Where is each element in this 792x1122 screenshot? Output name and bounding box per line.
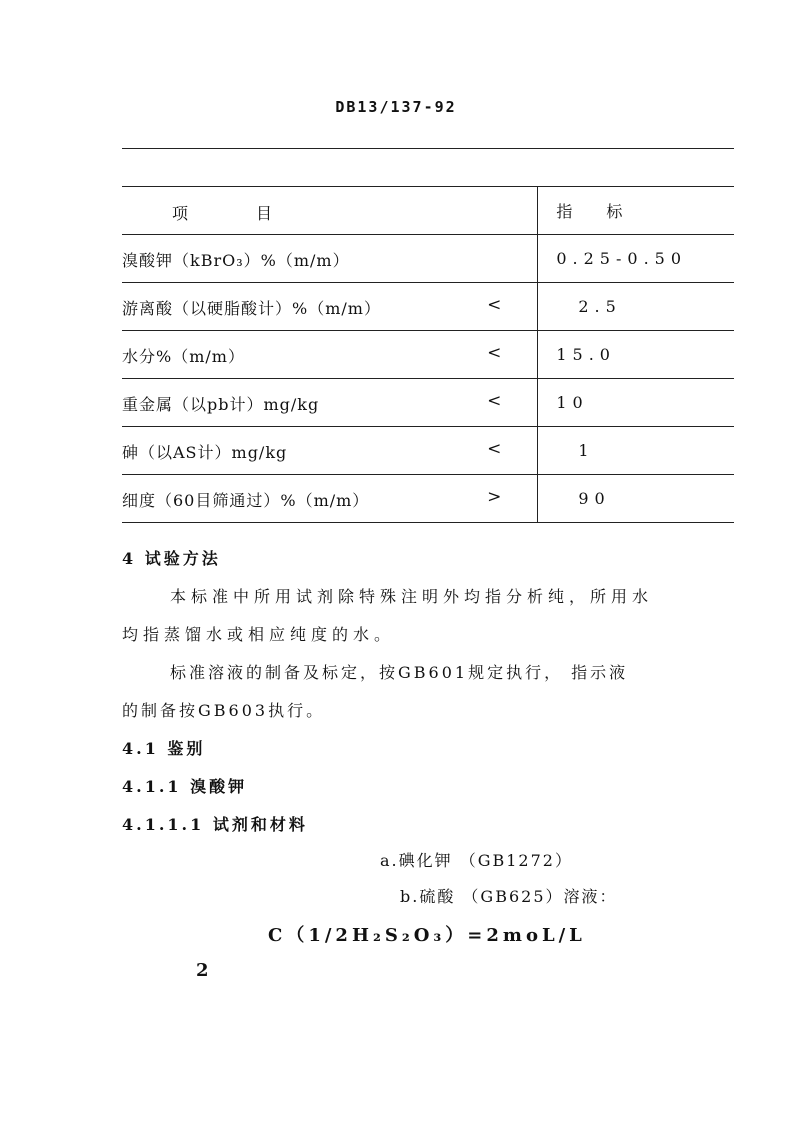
concentration-formula: C（1/2H₂S₂O₃）=2moL/L — [268, 925, 586, 946]
row-item-name: 细度（60目筛通过）%（m/m） — [122, 491, 370, 510]
page-number: 2 — [196, 960, 209, 981]
paragraph-line: 本标准中所用试剂除特殊注明外均指分析纯，所用水 — [170, 587, 654, 606]
row-comparator: < — [487, 343, 502, 363]
row-comparator: < — [487, 439, 502, 459]
subsection-heading: 4.1.1.1 试剂和材料 — [122, 815, 308, 834]
row-value: 1 — [538, 427, 734, 475]
row-comparator: > — [487, 487, 502, 507]
subsection-heading: 4.1 鉴别 — [122, 739, 206, 758]
row-item-name: 水分%（m/m） — [122, 347, 245, 366]
table-row — [122, 427, 734, 475]
value-column-header — [538, 187, 734, 235]
subsection-heading: 4.1.1 溴酸钾 — [122, 777, 248, 796]
paragraph-line: 均指蒸馏水或相应纯度的水。 — [122, 625, 396, 644]
list-item: a.碘化钾 （GB1272） — [380, 851, 573, 870]
table-row — [122, 283, 734, 331]
standard-code: DB13/137-92 — [335, 98, 457, 116]
value-header-char-1: 指 — [556, 202, 579, 221]
item-header-char-2: 目 — [256, 204, 273, 223]
specification-table — [122, 186, 734, 523]
row-value: 15.0 — [538, 331, 734, 379]
paragraph-line: 标准溶液的制备及标定，按GB601规定执行， 指示液 — [170, 663, 629, 682]
paragraph-line: 的制备按GB603执行。 — [122, 701, 326, 720]
table-row — [122, 235, 734, 283]
item-column-header — [122, 187, 538, 235]
table-header-row — [122, 187, 734, 235]
row-value: 90 — [538, 475, 734, 523]
table-row — [122, 379, 734, 427]
table-row — [122, 475, 734, 523]
row-item-name: 砷（以AS计）mg/kg — [122, 443, 288, 462]
value-header-char-2: 标 — [606, 202, 629, 221]
row-comparator: < — [487, 295, 502, 315]
header-rule — [122, 148, 734, 149]
row-item-name: 溴酸钾（kBrO₃）%（m/m） — [122, 251, 350, 270]
row-item-name: 游离酸（以硬脂酸计）%（m/m） — [122, 299, 381, 318]
row-value: 10 — [538, 379, 734, 427]
item-header-char-1: 项 — [172, 204, 189, 223]
row-value: 0.25-0.50 — [538, 235, 734, 283]
row-value: 2.5 — [538, 283, 734, 331]
section-heading: 4 试验方法 — [122, 549, 221, 568]
table-row — [122, 331, 734, 379]
row-item-name: 重金属（以pb计）mg/kg — [122, 395, 320, 414]
row-comparator: < — [487, 391, 502, 411]
list-item: b.硫酸 （GB625）溶液： — [400, 887, 618, 906]
